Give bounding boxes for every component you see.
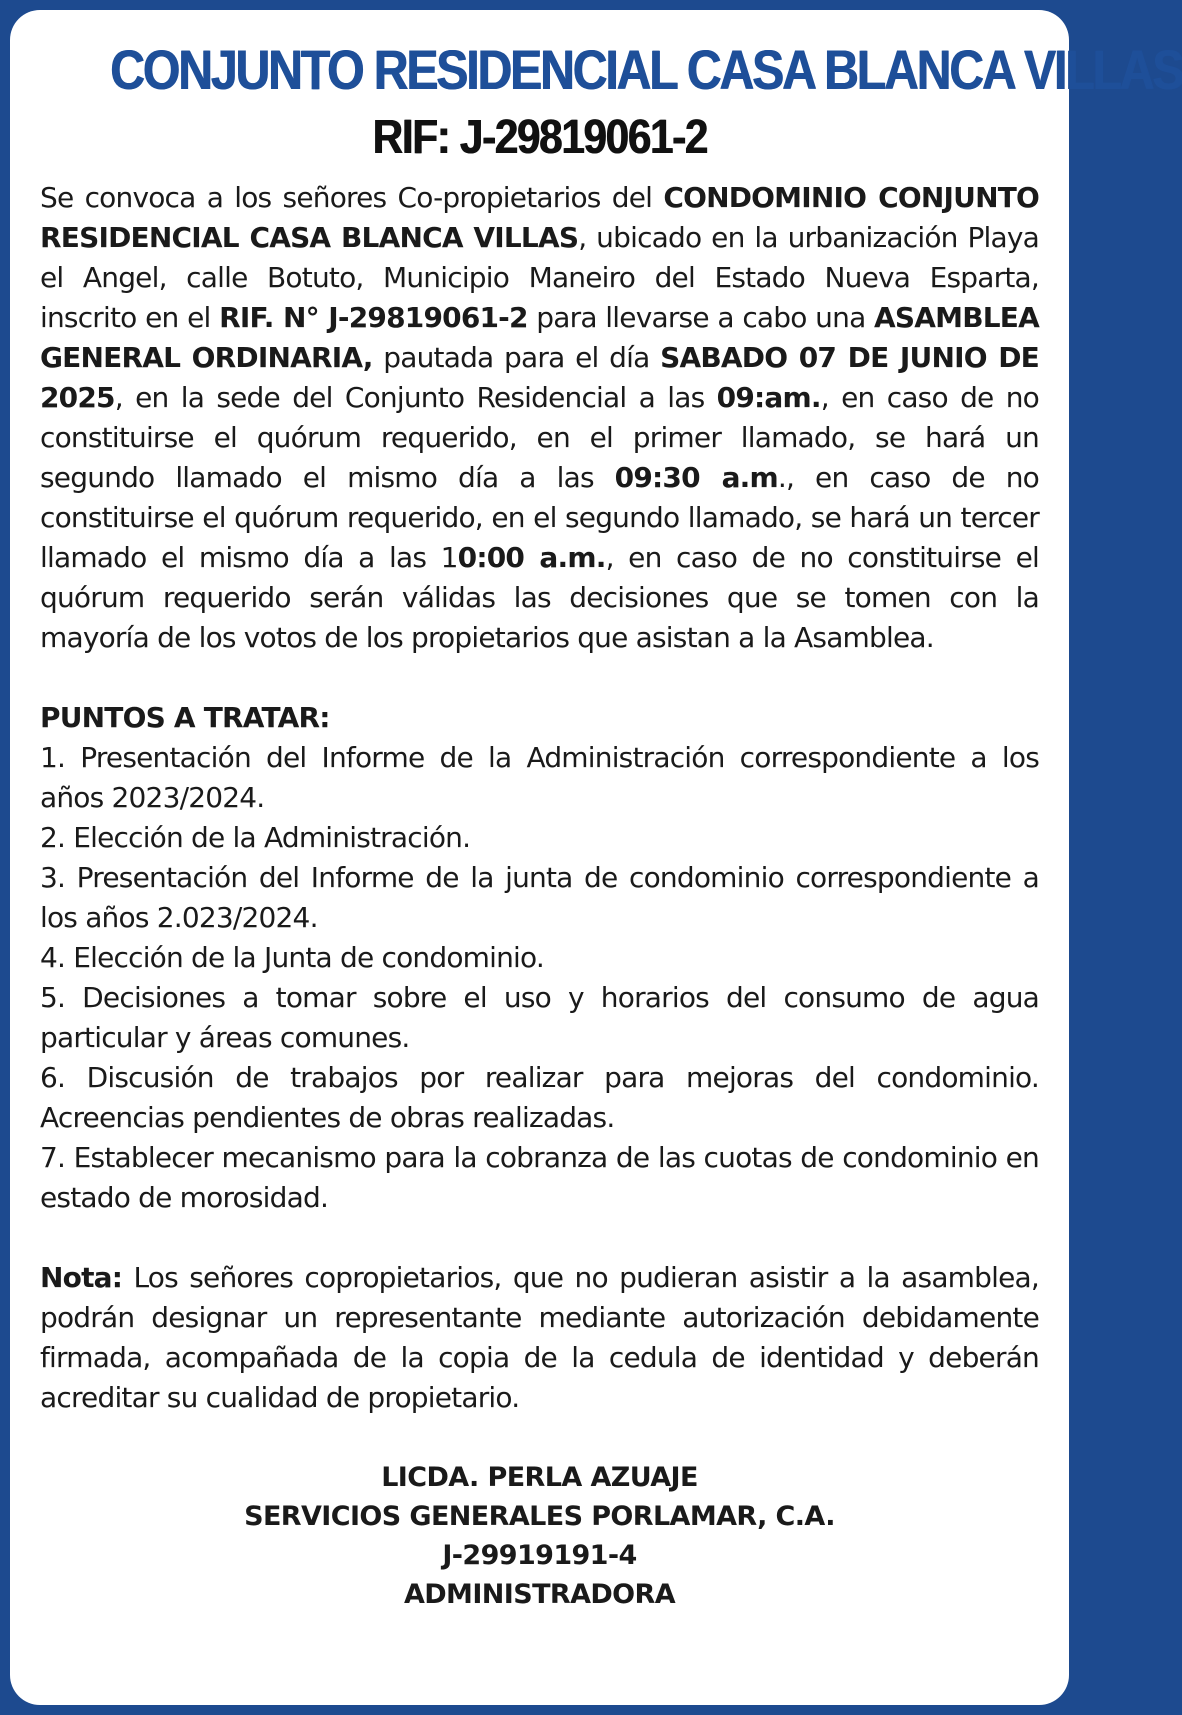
spacer	[40, 658, 1039, 698]
first-call-time: 09:am.	[716, 381, 821, 414]
spacer	[40, 1218, 1039, 1258]
punto-item-3: 3. Presentación del Informe de la junta de condominio correspondiente a los años 2.023/2024.	[40, 861, 1039, 934]
third-call-time: 0:00 a.m.	[457, 541, 606, 574]
signer-role: ADMINISTRADORA	[403, 1579, 676, 1610]
nota-paragraph	[40, 1258, 1039, 1418]
second-call-time: 09:30 a.m	[614, 461, 778, 494]
notice-card	[10, 10, 1182, 1705]
notice-body	[40, 178, 1039, 1418]
convocatoria-text-7: ., en caso de no constituirse el quórum requerido, en el segundo llamado, se hará un tercer llamado el mismo día a las 1	[40, 461, 1039, 574]
convocatoria-text-8: , en caso de no constituirse el quórum requerido serán válidas las decisiones que se tomen con la mayoría de los votos de los propietarios que asistan a la Asamblea.	[40, 541, 1040, 654]
convocatoria-text-1: Se convoca a los señores Co-propietarios del	[40, 181, 664, 214]
punto-item-6: 6. Discusión de trabajos por realizar para mejoras del condominio. Acreencias pendientes de obras realizadas.	[40, 1061, 1039, 1134]
nota-text: Los señores copropietarios, que no pudieran asistir a la asamblea, podrán designar un representante mediante autorización debidamente firmada, acompañada de la copia de la cedula de identidad y deberán acreditar su cualidad de propietario.	[40, 1261, 1039, 1414]
signer-company: SERVICIOS GENERALES PORLAMAR, C.A.	[244, 1501, 835, 1532]
convocatoria-text-4: pautada para el día	[372, 341, 661, 374]
assembly-type: ASAMBLEA GENERAL ORDINARIA,	[40, 301, 1039, 374]
signer-rif: J-29919191-4	[442, 1540, 637, 1571]
puntos-title: PUNTOS A TRATAR:	[40, 701, 330, 734]
nota-label: Nota:	[40, 1261, 123, 1294]
signer-name: LICDA. PERLA AZUAJE	[381, 1462, 698, 1493]
punto-item-4: 4. Elección de la Junta de condominio.	[40, 941, 544, 974]
notice-title: CONJUNTO RESIDENCIAL CASA BLANCA VILLAS	[109, 38, 1182, 101]
punto-item-5: 5. Decisiones a tomar sobre el uso y horarios del consumo de agua particular y áreas comunes.	[40, 981, 1039, 1054]
condominio-name: CONDOMINIO CONJUNTO RESIDENCIAL CASA BLANCA VILLAS	[40, 181, 1040, 254]
assembly-date: SABADO 07 DE JUNIO DE 2025	[40, 341, 1039, 414]
punto-item-2: 2. Elección de la Administración.	[40, 821, 471, 854]
punto-item-1: 1. Presentación del Informe de la Administración correspondiente a los años 2023/2024.	[40, 741, 1039, 814]
convocatoria-text-2: , ubicado en la urbanización Playa el Angel, calle Botuto, Municipio Maneiro del Estado Nueva Esparta, inscrito en el	[40, 221, 1039, 334]
signature-block	[40, 1458, 1039, 1614]
convocatoria-text-3: para llevarse a cabo una	[527, 301, 875, 334]
convocatoria-text-5: , en la sede del Conjunto Residencial a las	[114, 381, 717, 414]
condominio-rif: RIF. N° J-29819061-2	[219, 301, 528, 334]
punto-item-7: 7. Establecer mecanismo para la cobranza de las cuotas de condominio en estado de morosidad.	[40, 1141, 1039, 1214]
convocatoria-paragraph	[40, 178, 1039, 658]
notice-rif: RIF: J-29819061-2	[372, 111, 707, 164]
convocatoria-text-6: , en caso de no constituirse el quórum requerido, en el primer llamado, se hará un segundo llamado el mismo día a las	[40, 381, 1040, 494]
